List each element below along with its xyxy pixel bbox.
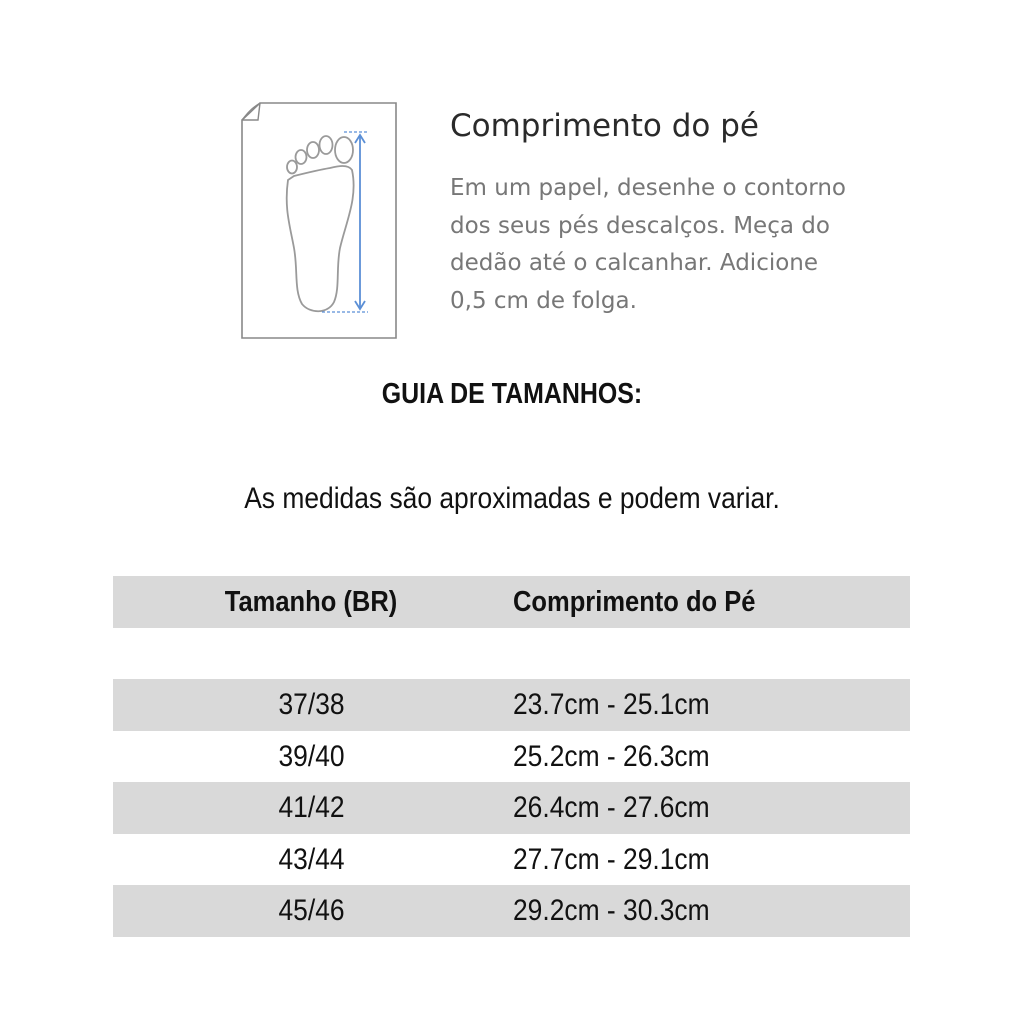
- length-value: 27.7cm - 29.1cm: [513, 843, 710, 876]
- length-value: 25.2cm - 26.3cm: [513, 740, 710, 773]
- paper-sheet: [242, 103, 396, 338]
- size-cell: [113, 731, 510, 783]
- length-value: 26.4cm - 27.6cm: [513, 791, 710, 824]
- size-value: 45/46: [278, 894, 345, 927]
- size-guide-disclaimer: As medidas são aproximadas e podem variar.: [244, 482, 780, 515]
- size-cell: [113, 782, 510, 834]
- foot-on-paper-icon: [236, 98, 402, 344]
- length-value: 23.7cm - 25.1cm: [513, 688, 710, 721]
- header-length-label: Comprimento do Pé: [513, 586, 756, 618]
- table-row: [113, 731, 910, 783]
- table-header-row: [113, 576, 910, 628]
- length-value: 29.2cm - 30.3cm: [513, 894, 710, 927]
- table-row: [113, 834, 910, 886]
- length-cell: [513, 885, 736, 937]
- length-cell: [513, 834, 736, 886]
- table-row: [113, 885, 910, 937]
- size-value: 39/40: [278, 740, 345, 773]
- size-value: 41/42: [278, 791, 345, 824]
- size-cell: [113, 885, 510, 937]
- size-cell: [113, 679, 510, 731]
- size-cell: [113, 834, 510, 886]
- measurement-instructions: Em um papel, desenhe o contorno dos seus pés descalços. Meça do dedão até o calcanhar. Adicione 0,5 cm de folga.: [450, 175, 846, 314]
- size-guide-heading: GUIA DE TAMANHOS:: [381, 378, 643, 410]
- header-size-label: Tamanho (BR): [225, 586, 398, 618]
- table-row: [113, 679, 910, 731]
- size-value: 43/44: [278, 843, 345, 876]
- length-cell: [513, 731, 736, 783]
- length-cell: [513, 782, 736, 834]
- length-cell: [513, 679, 736, 731]
- measurement-title: Comprimento do pé: [450, 108, 759, 144]
- header-size: [113, 576, 510, 628]
- size-value: 37/38: [278, 688, 345, 721]
- header-length: [513, 576, 789, 628]
- table-row: [113, 782, 910, 834]
